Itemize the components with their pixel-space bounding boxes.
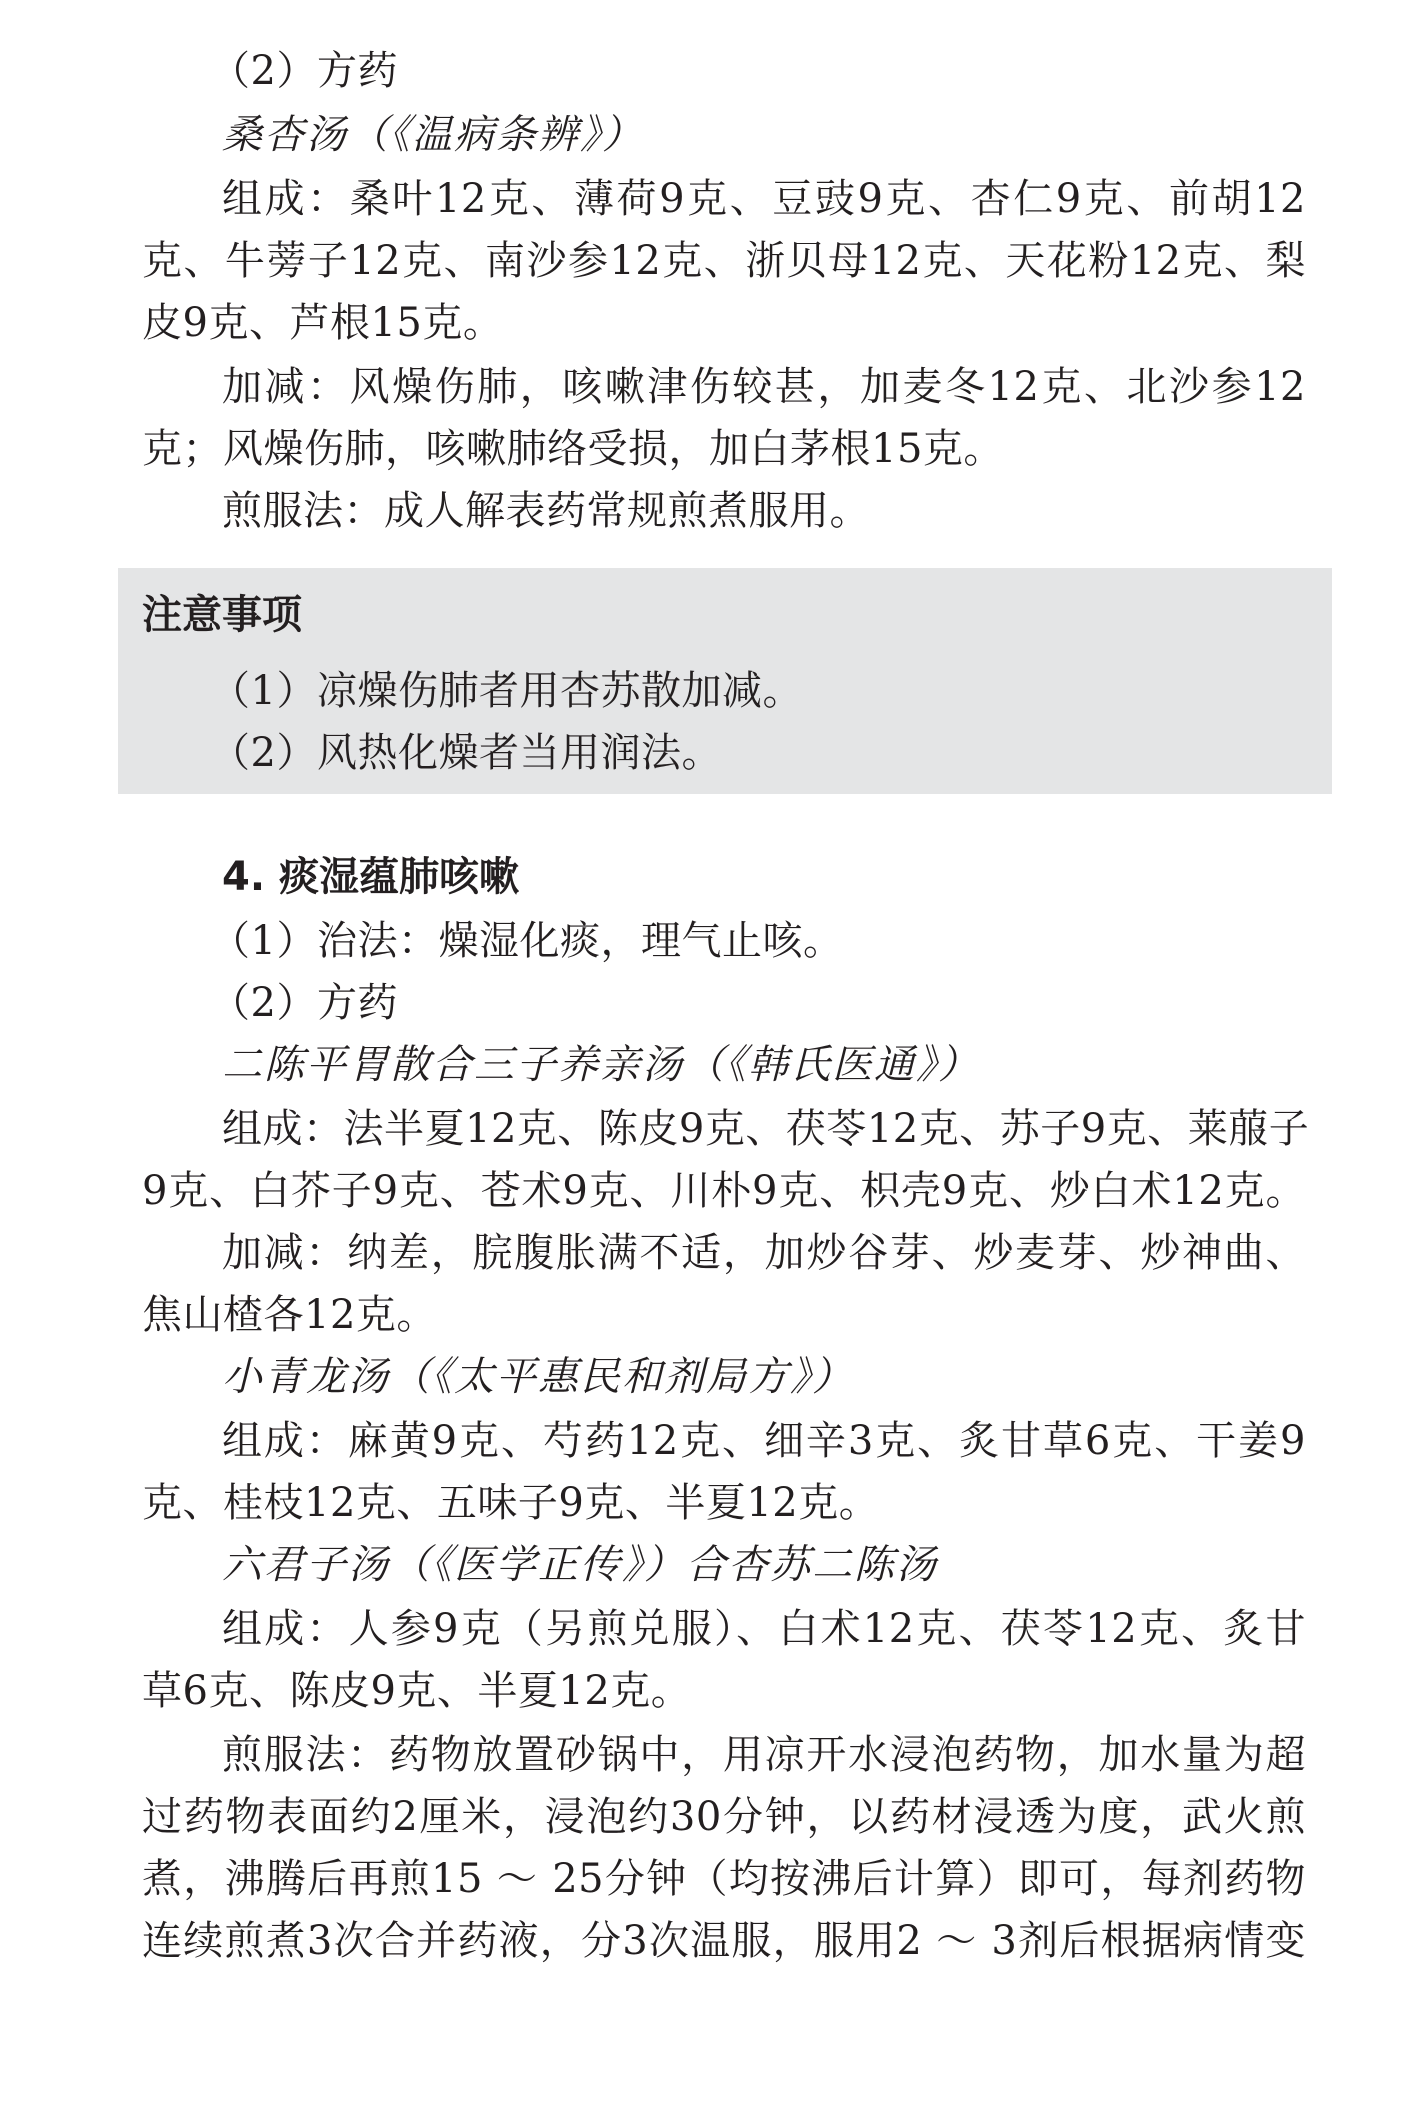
composition-line-2: 克、牛蒡子12克、南沙参12克、浙贝母12克、天花粉12克、梨 (142, 238, 1306, 284)
formula1-composition-line-2: 9克、白芥子9克、苍术9克、川朴9克、枳壳9克、炒白术12克。 (142, 1168, 1306, 1214)
formula1-jiajian-line-2: 焦山楂各12克。 (142, 1292, 437, 1338)
formula-title-xiaoqinglong: 小青龙汤（《太平惠民和剂局方》） (222, 1354, 854, 1400)
section-4-heading: 4. 痰湿蕴肺咳嗽 (222, 854, 519, 900)
jianfu-line-2: 过药物表面约2厘米，浸泡约30分钟，以药材浸透为度，武火煎 (142, 1794, 1306, 1840)
jiajian-line-2: 克；风燥伤肺，咳嗽肺络受损，加白茅根15克。 (142, 426, 1004, 472)
heading-fangyao-2: （2）方药 (210, 980, 398, 1026)
formula-title-liujunzi: 六君子汤（《医学正传》）合杏苏二陈汤 (222, 1542, 938, 1588)
formula2-composition-line-2: 克、桂枝12克、五味子9克、半夏12克。 (142, 1480, 880, 1526)
formula1-composition-line-1: 组成：法半夏12克、陈皮9克、茯苓12克、苏子9克、莱菔子 (222, 1106, 1310, 1152)
notice-title: 注意事项 (142, 592, 302, 638)
composition-line-1: 组成：桑叶12克、薄荷9克、豆豉9克、杏仁9克、前胡12 (222, 176, 1306, 222)
jianfu-line-4: 连续煎煮3次合并药液，分3次温服，服用2 ～ 3剂后根据病情变 (142, 1918, 1306, 1964)
formula-title-sangxingtang: 桑杏汤（《温病条辨》） (222, 112, 644, 158)
formula3-composition-line-2: 草6克、陈皮9克、半夏12克。 (142, 1668, 692, 1714)
jianfu-line-1: 煎服法：药物放置砂锅中，用凉开水浸泡药物，加水量为超 (222, 1732, 1306, 1778)
heading-fangyao-1: （2）方药 (210, 48, 398, 94)
notice-item-1: （1）凉燥伤肺者用杏苏散加减。 (210, 668, 803, 714)
jiajian-line-1: 加减：风燥伤肺，咳嗽津伤较甚，加麦冬12克、北沙参12 (222, 364, 1306, 410)
zhifa-line: （1）治法：燥湿化痰，理气止咳。 (210, 918, 844, 964)
formula2-composition-line-1: 组成：麻黄9克、芍药12克、细辛3克、炙甘草6克、干姜9 (222, 1418, 1306, 1464)
notice-item-2: （2）风热化燥者当用润法。 (210, 730, 722, 776)
jianfu-line: 煎服法：成人解表药常规煎煮服用。 (222, 488, 870, 534)
formula-title-erchen: 二陈平胃散合三子养亲汤（《韩氏医通》） (222, 1042, 980, 1088)
jianfu-line-3: 煮，沸腾后再煎15 ～ 25分钟（均按沸后计算）即可，每剂药物 (142, 1856, 1306, 1902)
formula1-jiajian-line-1: 加减：纳差，脘腹胀满不适，加炒谷芽、炒麦芽、炒神曲、 (222, 1230, 1306, 1276)
composition-line-3: 皮9克、芦根15克。 (142, 300, 504, 346)
formula3-composition-line-1: 组成：人参9克（另煎兑服）、白术12克、茯苓12克、炙甘 (222, 1606, 1306, 1652)
